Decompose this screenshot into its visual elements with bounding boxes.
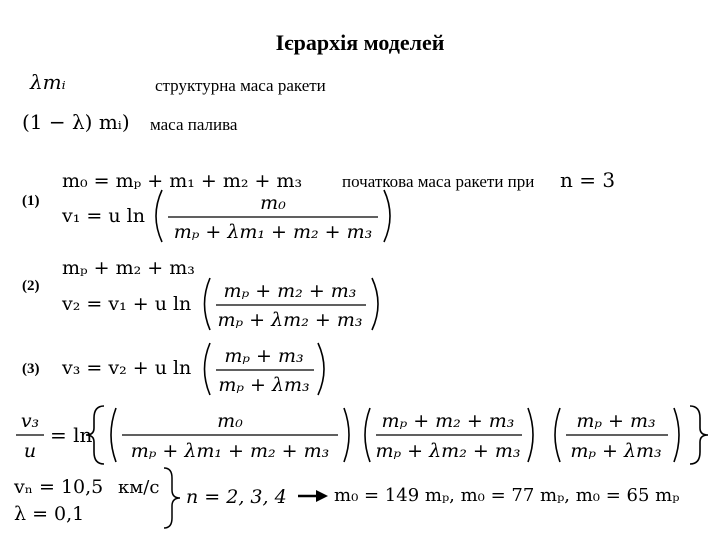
initial-mass-label: початкова маса ракети при — [342, 172, 535, 191]
equation-number-1: (1) — [22, 193, 40, 209]
fuel-mass-label: маса палива — [150, 115, 238, 134]
lambda-value: λ = 0,1 — [14, 503, 85, 525]
initial-mass-results: m₀ = 149 mₚ, m₀ = 77 mₚ, m₀ = 65 mₚ — [334, 485, 680, 506]
stage-count-values: n = 2, 3, 4 — [186, 486, 287, 508]
page-title: Ієрархія моделей — [275, 30, 445, 55]
stage-2-above: mₚ + m₂ + m₃ — [62, 257, 195, 279]
total-fraction-3-denominator: mₚ + λm₃ — [570, 440, 662, 462]
stage-2-denominator: mₚ + λm₂ + m₃ — [217, 309, 363, 331]
final-velocity: vₙ = 10,5 — [14, 476, 104, 498]
equation-number-2: (2) — [22, 278, 40, 294]
total-lhs-numerator: v₃ — [20, 410, 40, 432]
total-lhs-denominator: u — [23, 440, 37, 462]
total-fraction-2-denominator: mₚ + λm₂ + m₃ — [375, 440, 521, 462]
total-fraction-1-numerator: m₀ — [217, 410, 243, 432]
fuel-mass-symbol: (1 − λ) mᵢ) — [22, 110, 130, 134]
stage-2-numerator: mₚ + m₂ + m₃ — [223, 280, 357, 302]
stage-1-fraction — [148, 186, 398, 246]
total-fraction-1-denominator: mₚ + λm₁ + m₂ + m₃ — [130, 440, 330, 462]
arrow-right-icon — [296, 488, 330, 504]
stage-count-condition: n = 3 — [560, 168, 616, 192]
total-fraction-2-numerator: mₚ + m₂ + m₃ — [381, 410, 515, 432]
total-ln: = ln — [50, 423, 93, 447]
structural-mass-symbol: λmᵢ — [30, 70, 66, 94]
stage-1-denominator: mₚ + λm₁ + m₂ + m₃ — [173, 221, 373, 243]
total-fraction-3-numerator: mₚ + m₃ — [576, 410, 656, 432]
stage-2-lhs: v₂ = v₁ + u ln — [62, 293, 192, 315]
stage-3-denominator: mₚ + λm₃ — [218, 374, 310, 396]
total-velocity-equation — [8, 402, 720, 468]
conditions-brace — [160, 466, 182, 530]
equation-number-3: (3) — [22, 361, 40, 377]
stage-1-numerator: m₀ — [260, 192, 286, 214]
stage-3-numerator: mₚ + m₃ — [224, 345, 304, 367]
initial-mass-formula: m₀ = mₚ + m₁ + m₂ + m₃ — [62, 170, 303, 192]
stage-3-lhs: v₃ = v₂ + u ln — [62, 357, 192, 379]
stage-2-fraction — [198, 274, 393, 334]
stage-3-fraction — [198, 339, 338, 399]
structural-mass-label: структурна маса ракети — [155, 76, 326, 95]
stage-1-lhs: v₁ = u ln — [62, 205, 145, 227]
velocity-units: км/с — [118, 477, 160, 498]
